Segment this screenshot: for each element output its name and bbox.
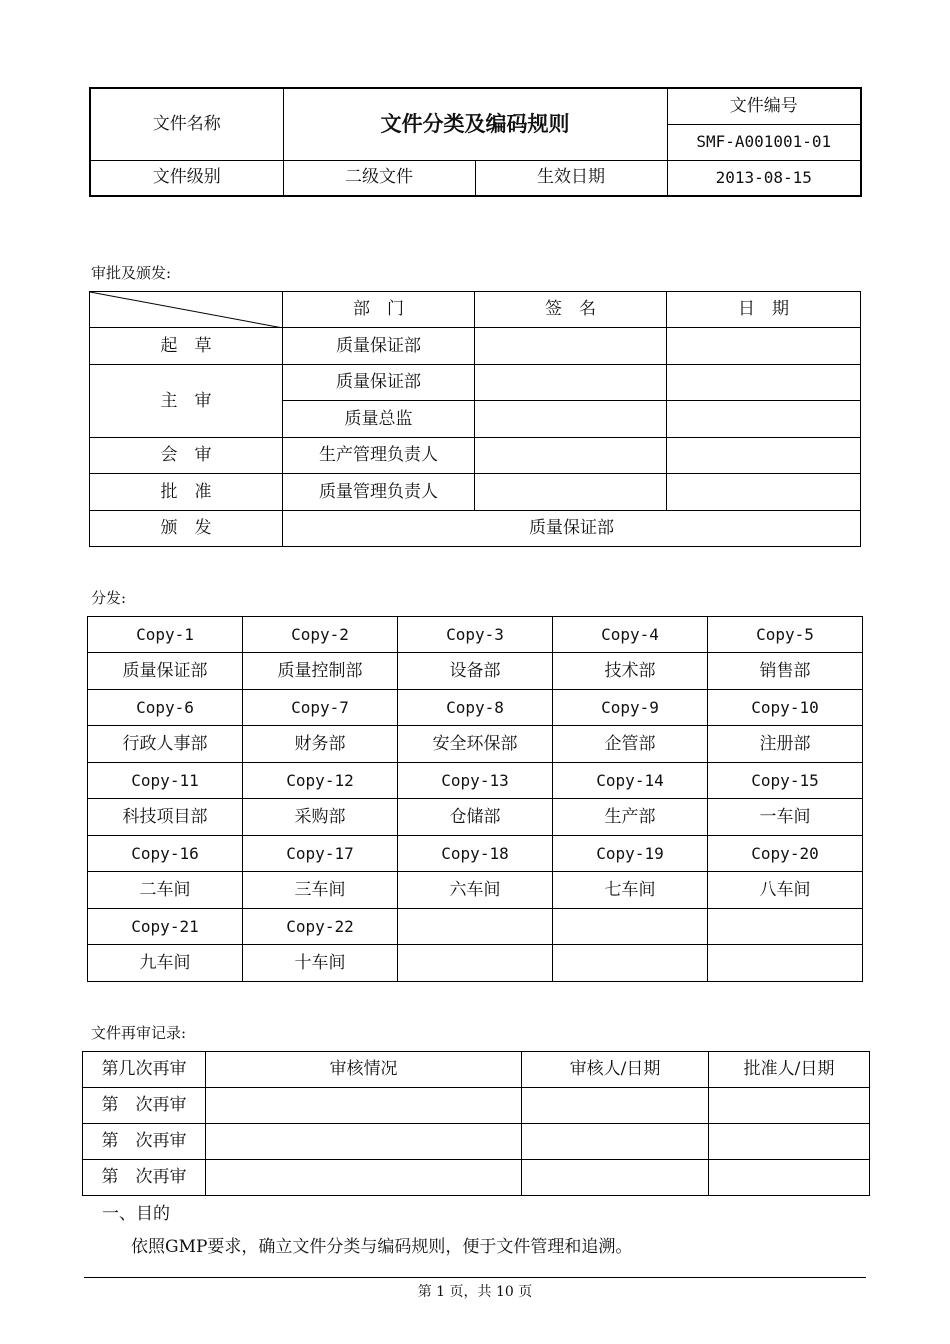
date-cell [667, 401, 861, 438]
sign-cell [475, 401, 667, 438]
department-cell [708, 945, 863, 982]
copy-number-cell: Copy-1 [88, 617, 243, 653]
rereview-cell [522, 1124, 709, 1160]
purpose-paragraph: 依照GMP要求，确立文件分类与编码规则，便于文件管理和追溯。 [131, 1237, 633, 1257]
doc-name-label: 文件名称 [90, 88, 283, 160]
department-cell: 销售部 [708, 653, 863, 690]
department-cell: 财务部 [243, 726, 398, 763]
copy-number-cell: Copy-13 [398, 763, 553, 799]
doc-level-label: 文件级别 [90, 160, 283, 196]
rereview-cell [206, 1088, 522, 1124]
rereview-header-reviewer: 审核人/日期 [522, 1052, 709, 1088]
department-cell: 采购部 [243, 799, 398, 836]
role-issue: 颁 发 [90, 511, 283, 547]
approval-section-label: 审批及颁发: [91, 264, 172, 282]
distribution-row [88, 726, 863, 763]
sign-cell [475, 328, 667, 365]
distribution-row [88, 872, 863, 909]
department-cell: 注册部 [708, 726, 863, 763]
copy-number-cell: Copy-20 [708, 836, 863, 872]
department-cell [553, 945, 708, 982]
department-cell: 质量保证部 [88, 653, 243, 690]
role-draft: 起 草 [90, 328, 283, 365]
rereview-round: 第 次再审 [83, 1088, 206, 1124]
department-cell: 十车间 [243, 945, 398, 982]
distribution-row [88, 617, 863, 653]
copy-number-cell: Copy-18 [398, 836, 553, 872]
col-dept-header: 部 门 [283, 292, 475, 328]
rereview-cell [709, 1088, 870, 1124]
distribution-row [88, 653, 863, 690]
copy-number-cell: Copy-21 [88, 909, 243, 945]
approval-table [89, 291, 861, 547]
department-cell: 三车间 [243, 872, 398, 909]
col-sign-header: 签 名 [475, 292, 667, 328]
department-cell: 企管部 [553, 726, 708, 763]
distribution-row [88, 945, 863, 982]
rereview-round: 第 次再审 [83, 1124, 206, 1160]
rereview-cell [206, 1124, 522, 1160]
distribution-section-label: 分发: [91, 589, 127, 607]
dept-review-1: 质量保证部 [283, 365, 475, 401]
distribution-row [88, 799, 863, 836]
distribution-row [88, 909, 863, 945]
date-cell [667, 365, 861, 401]
copy-number-cell: Copy-14 [553, 763, 708, 799]
diagonal-line [90, 292, 283, 328]
effective-date: 2013-08-15 [667, 160, 861, 196]
rereview-cell [709, 1160, 870, 1196]
copy-number-cell: Copy-7 [243, 690, 398, 726]
copy-number-cell: Copy-4 [553, 617, 708, 653]
sign-cell [475, 438, 667, 474]
sign-cell [475, 474, 667, 511]
department-cell: 二车间 [88, 872, 243, 909]
distribution-row [88, 763, 863, 799]
copy-number-cell: Copy-9 [553, 690, 708, 726]
department-cell: 设备部 [398, 653, 553, 690]
copy-number-cell [708, 909, 863, 945]
footer-divider [84, 1277, 866, 1278]
copy-number-cell: Copy-6 [88, 690, 243, 726]
rereview-section-label: 文件再审记录: [91, 1024, 187, 1042]
sign-cell [475, 365, 667, 401]
dept-cosign: 生产管理负责人 [283, 438, 475, 474]
copy-number-cell: Copy-15 [708, 763, 863, 799]
col-date-header: 日 期 [667, 292, 861, 328]
department-cell: 仓储部 [398, 799, 553, 836]
copy-number-cell [398, 909, 553, 945]
copy-number-cell: Copy-12 [243, 763, 398, 799]
copy-number-cell: Copy-2 [243, 617, 398, 653]
copy-number-cell: Copy-19 [553, 836, 708, 872]
role-review: 主 审 [90, 365, 283, 438]
doc-number: SMF-A001001-01 [667, 124, 861, 160]
copy-number-cell: Copy-8 [398, 690, 553, 726]
department-cell: 六车间 [398, 872, 553, 909]
department-cell [398, 945, 553, 982]
distribution-row [88, 690, 863, 726]
copy-number-cell: Copy-16 [88, 836, 243, 872]
copy-number-cell: Copy-22 [243, 909, 398, 945]
rereview-header-approver: 批准人/日期 [709, 1052, 870, 1088]
rereview-cell [522, 1160, 709, 1196]
dept-issue: 质量保证部 [283, 511, 861, 547]
department-cell: 安全环保部 [398, 726, 553, 763]
department-cell: 八车间 [708, 872, 863, 909]
department-cell: 七车间 [553, 872, 708, 909]
distribution-table [87, 616, 863, 982]
copy-number-cell: Copy-11 [88, 763, 243, 799]
dept-approve: 质量管理负责人 [283, 474, 475, 511]
department-cell: 技术部 [553, 653, 708, 690]
dept-review-2: 质量总监 [283, 401, 475, 438]
distribution-row [88, 836, 863, 872]
department-cell: 质量控制部 [243, 653, 398, 690]
date-cell [667, 328, 861, 365]
effective-date-label: 生效日期 [475, 160, 667, 196]
rereview-table [82, 1051, 870, 1196]
diagonal-header-cell [90, 292, 283, 328]
document-title: 文件分类及编码规则 [283, 88, 667, 160]
copy-number-cell: Copy-3 [398, 617, 553, 653]
rereview-header-round: 第几次再审 [83, 1052, 206, 1088]
role-approve: 批 准 [90, 474, 283, 511]
date-cell [667, 474, 861, 511]
role-cosign: 会 审 [90, 438, 283, 474]
doc-number-label: 文件编号 [667, 88, 861, 124]
section-heading-purpose: 一、目的 [102, 1204, 170, 1224]
dept-draft: 质量保证部 [283, 328, 475, 365]
rereview-cell [522, 1088, 709, 1124]
department-cell: 科技项目部 [88, 799, 243, 836]
copy-number-cell: Copy-10 [708, 690, 863, 726]
page-number: 第 1 页，共 10 页 [417, 1284, 533, 1300]
copy-number-cell: Copy-17 [243, 836, 398, 872]
rereview-header-status: 审核情况 [206, 1052, 522, 1088]
rereview-cell [206, 1160, 522, 1196]
rereview-cell [709, 1124, 870, 1160]
department-cell: 一车间 [708, 799, 863, 836]
copy-number-cell [553, 909, 708, 945]
department-cell: 九车间 [88, 945, 243, 982]
date-cell [667, 438, 861, 474]
department-cell: 行政人事部 [88, 726, 243, 763]
copy-number-cell: Copy-5 [708, 617, 863, 653]
department-cell: 生产部 [553, 799, 708, 836]
document-header-table [89, 87, 862, 197]
doc-level: 二级文件 [283, 160, 475, 196]
rereview-round: 第 次再审 [83, 1160, 206, 1196]
